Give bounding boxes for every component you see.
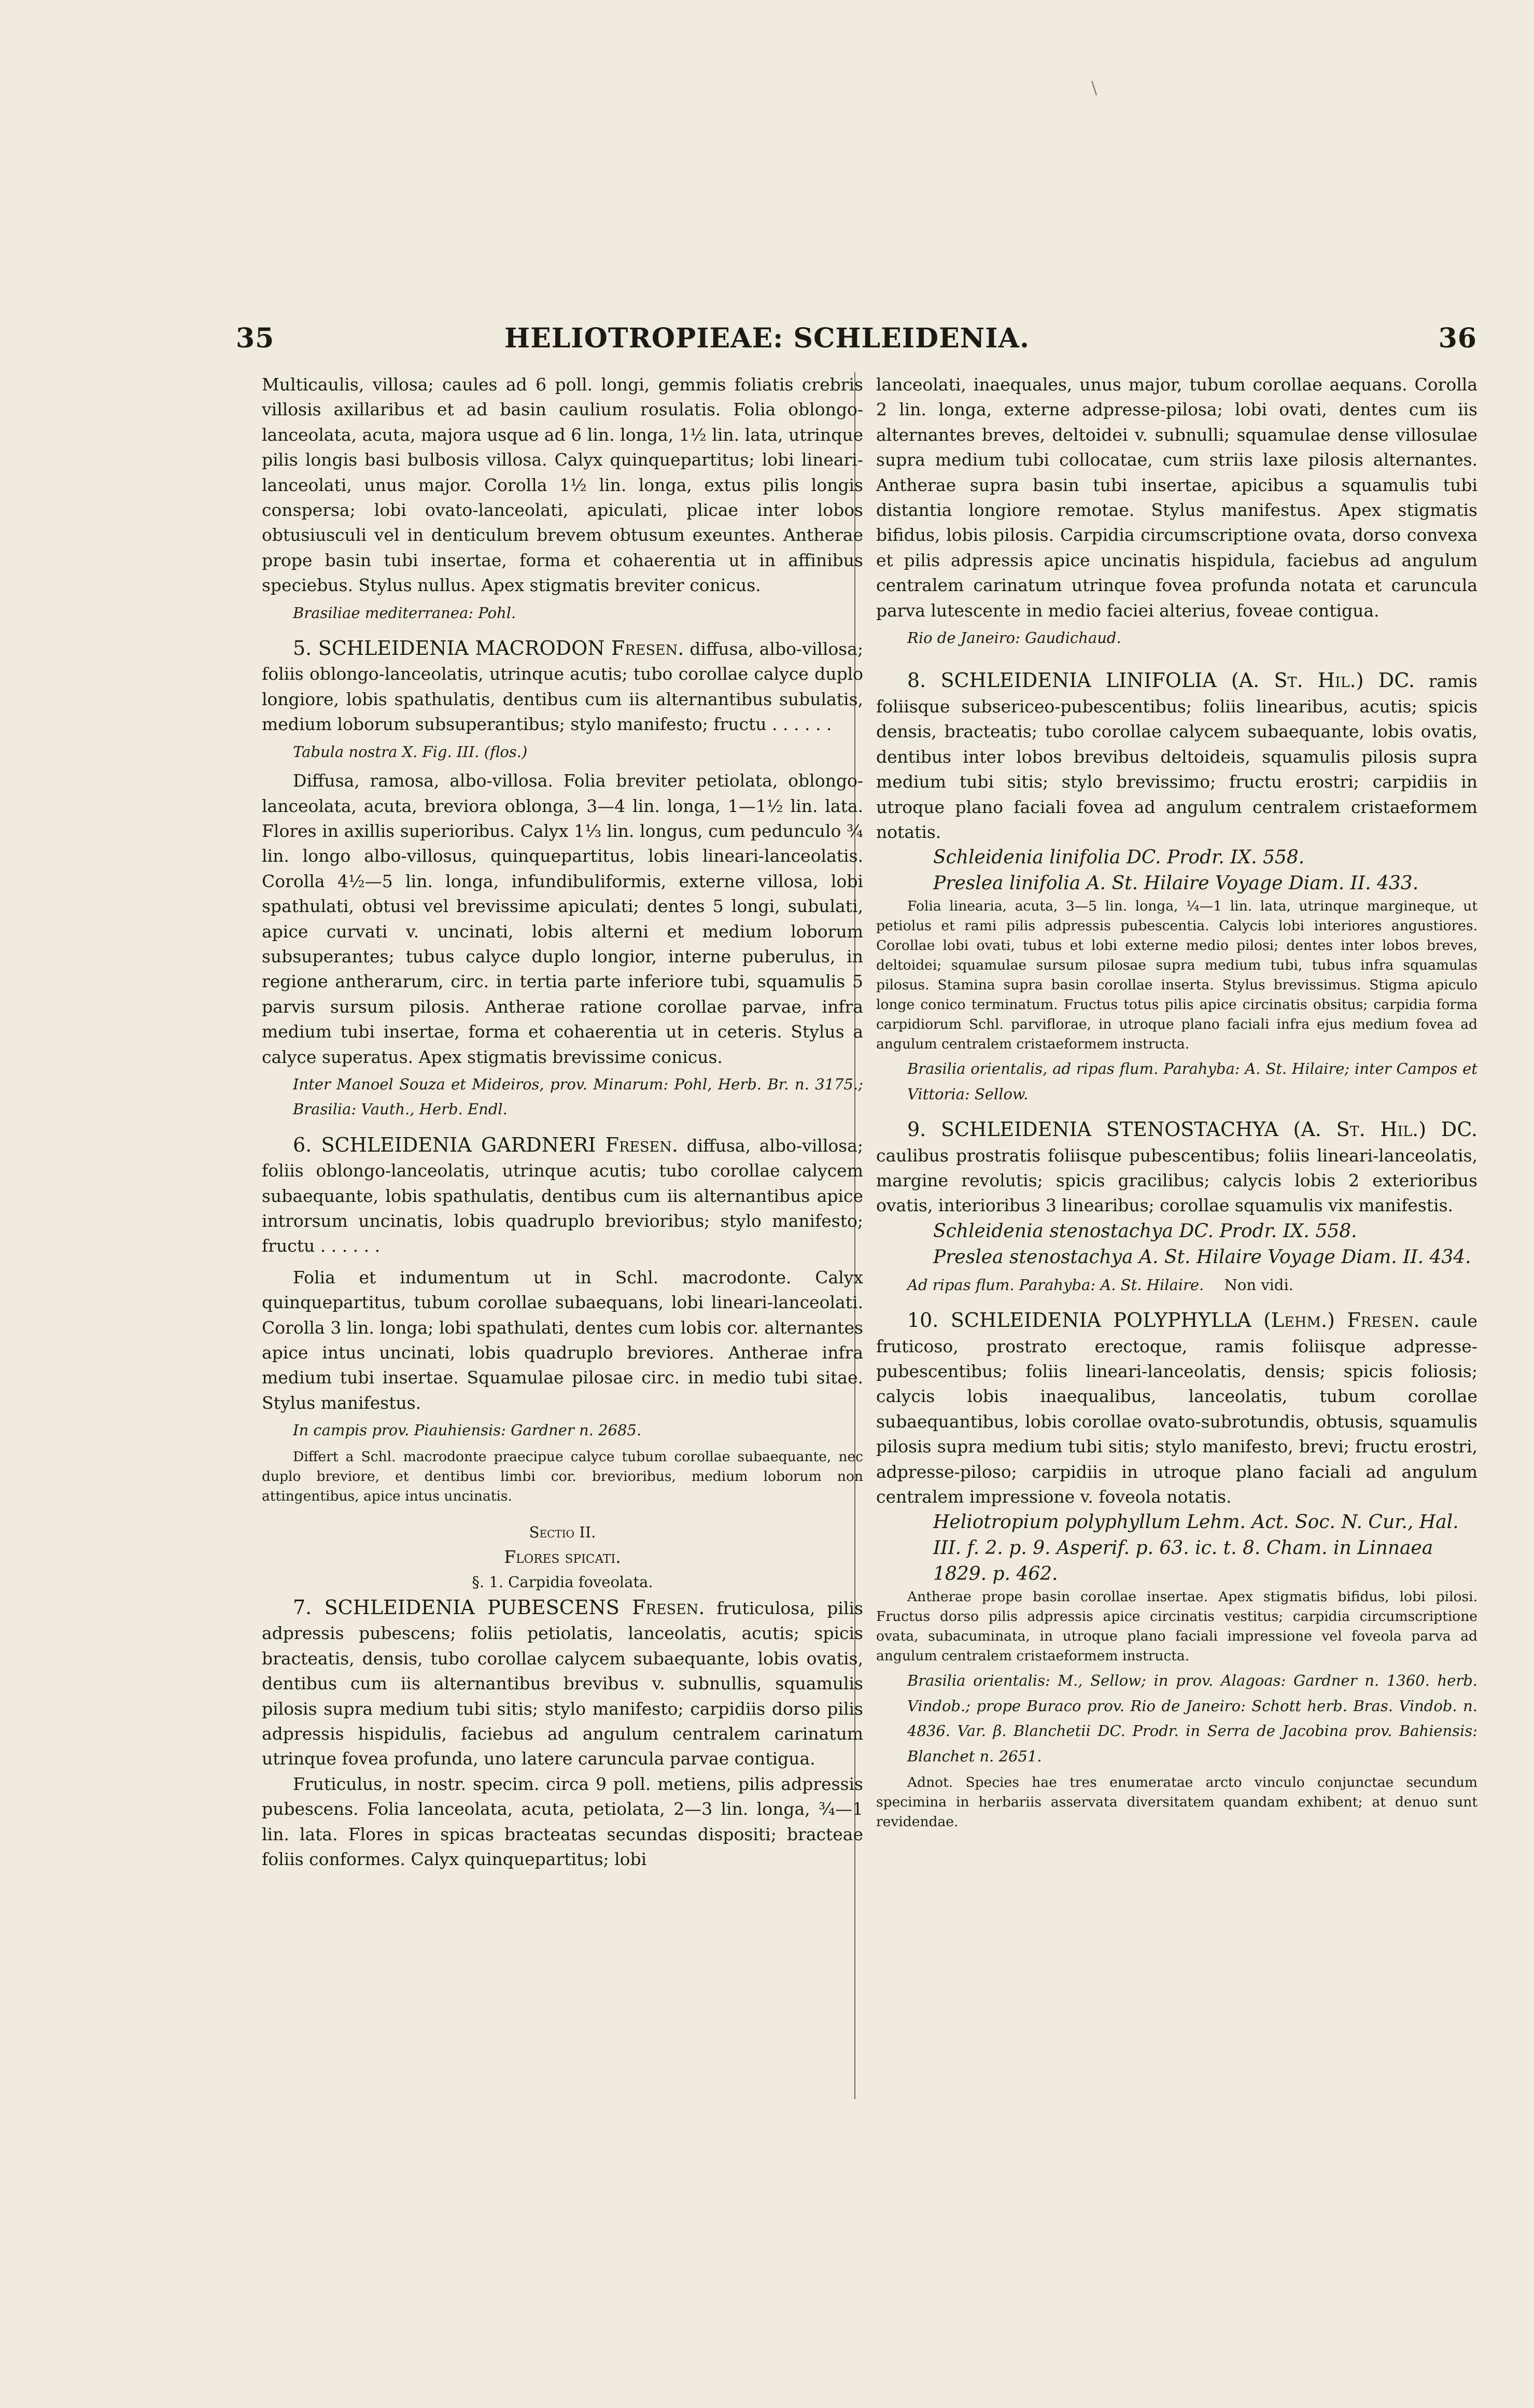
page-number-left: 35 bbox=[236, 323, 275, 354]
species6-description: Folia et indumentum ut in Schl. macrodonte. Calyx quinquepartitus, tubum corollae subaequans, lobi lineari-lanceolati. Corolla 3 lin. longa; lobi spathulati, dentes cum lobis cor. alternantes apice intus uncinati, lobis quadruplo breviores. Antherae infra medium tubi insertae. Squamulae pilosae circ. in medio tubi sitae. Stylus manifestus. bbox=[262, 1267, 863, 1413]
right-column bbox=[876, 372, 1477, 1832]
species10-note: Antherae prope basin corollae insertae. Apex stigmatis bifidus, lobi pilosi. Fructus dorso pilis adpressis apice circinatis vestitus; carpidia circumscriptione ovata, subacuminata, in utroque plano faciali impressione vel foveola parva ad angulum centralem cristaeformem instructa. bbox=[876, 1589, 1477, 1664]
species10-locality: Brasilia orientalis: M., Sellow; in prov. Alagoas: Gardner n. 1360. herb. Vindob.; prope Buraco prov. Rio de Janeiro: Schott herb. Bras. Vindob. n. 4836. Var. β. Blanchetii DC. Prodr. in Serra de Jacobina prov. Bahiensis: Blanchet n. 2651. bbox=[907, 1672, 1477, 1765]
section-heading: Sectio II. bbox=[529, 1523, 596, 1541]
species8-heading: 8. SCHLEIDENIA LINIFOLIA (A. St. Hil.) DC. bbox=[907, 669, 1415, 692]
species10-diagnosis: caule fruticoso, prostrato erectoque, ramis foliisque adpresse-pubescentibus; foliis lineari-lanceolatis, densis; spicis foliosis; calycis lobis inaequalibus, lanceolatis, tubum corollae subaequantibus, lobis corollae ovato-subrotundis, obtusis, squamulis pilosis supra medium tubi sitis; stylo manifesto, brevi; fructu erostri, adpresse-piloso; carpidiis in utroque plano faciali ad angulum centralem impressione v. foveola notatis. bbox=[876, 1311, 1477, 1507]
species7-description: Fruticulus, in nostr. specim. circa 9 poll. metiens, pilis adpressis pubescens. Folia lanceolata, acuta, petiolata, 2—3 lin. longa, ¾—1 lin. lata. Flores in spicas bracteatas secundas dispositi; bracteae foliis conformes. Calyx quinquepartitus; lobi bbox=[262, 1773, 863, 1869]
section-subtitle: Flores spicati. bbox=[504, 1547, 621, 1567]
species7-locality: Rio de Janeiro: Gaudichaud. bbox=[907, 629, 1121, 647]
species5-description: Diffusa, ramosa, albo-villosa. Folia breviter petiolata, oblongo-lanceolata, acuta, breviora oblonga, 3—4 lin. longa, 1—1½ lin. lata. Flores in axillis superioribus. Calyx 1⅓ lin. longus, cum pedunculo ¾ lin. longo albo-villosus, quinquepartitus, lobis lineari-lanceolatis. Corolla 4½—5 lin. longa, infundibuliformis, externe villosa, lobi spathulati, obtusi vel brevissime apiculati; dentes 5 longi, subulati, apice curvati v. uncinati, lobis alterni et medium loborum subsuperantes; tubus calyce duplo longior, interne puberulus, in regione antherarum, circ. in tertia parte inferiore tubi, squamulis 5 parvis sursum pilosis. Antherae ratione corollae parvae, infra medium tubi insertae, forma et cohaerentia ut in ceteris. Stylus a calyce superatus. Apex stigmatis brevissime conicus. bbox=[262, 771, 863, 1067]
species10-heading: 10. SCHLEIDENIA POLYPHYLLA (Lehm.) Fresen. bbox=[907, 1309, 1420, 1332]
species4-description: Multicaulis, villosa; caules ad 6 poll. longi, gemmis foliatis crebris villosis axillaribus et ad basin caulium rosulatis. Folia oblongo-lanceolata, acuta, majora usque ad 6 lin. longa, 1½ lin. lata, utrinque pilis longis basi bulbosis villosa. Calyx quinquepartitus; lobi lineari-lanceolati, unus major. Corolla 1½ lin. longa, extus pilis longis conspersa; lobi ovato-lanceolati, apiculati, plicae inter lobos obtusiusculi vel in denticulum brevem obtusum exeuntes. Antherae prope basin tubi insertae, forma et cohaerentia ut in affinibus speciebus. Stylus nullus. Apex stigmatis breviter conicus. bbox=[262, 374, 863, 596]
species9-locality: Ad ripas flum. Parahyba: A. St. Hilaire. bbox=[907, 1276, 1204, 1294]
subsection-heading: §. 1. Carpidia foveolata. bbox=[472, 1573, 653, 1591]
species7-diagnosis: fruticulosa, pilis adpressis pubescens; foliis petiolatis, lanceolatis, acutis; spicis bracteatis, densis, tubo corollae calycem subaequante, lobis ovatis, dentibus cum iis alternantibus brevibus v. subnullis, squamulis pilosis supra medium tubi sitis; stylo manifesto; carpidiis dorso pilis adpressis hispidulis, faciebus ad angulum centralem carinatum utrinque fovea profunda, uno latere caruncula parvae contigua. bbox=[262, 1598, 863, 1769]
species5-heading: 5. SCHLEIDENIA MACRODON Fresen. bbox=[293, 637, 684, 660]
species9-heading: 9. SCHLEIDENIA STENOSTACHYA (A. St. Hil.) DC. bbox=[907, 1118, 1477, 1141]
species8-diagnosis: ramis foliisque subsericeo-pubescentibus; foliis linearibus, acutis; spicis densis, bracteatis; tubo corollae calycem subaequante, lobis ovatis, dentibus inter lobos brevibus deltoideis, squamulis pilosis supra medium tubi sitis; stylo brevissimo; fructu erostri; carpidiis in utroque plano faciali fovea ad angulum centralem cristaeformem notatis. bbox=[876, 671, 1477, 842]
species4-locality: Brasiliae mediterranea: Pohl. bbox=[293, 604, 516, 622]
species9-synonym1: Schleidenia stenostachya DC. Prodr. IX. 558. bbox=[933, 1220, 1357, 1242]
stray-mark: \ bbox=[1091, 78, 1097, 99]
species7-heading: 7. SCHLEIDENIA PUBESCENS Fresen. bbox=[293, 1595, 705, 1619]
species7-description-cont: lanceolati, inaequales, unus major, tubum corollae aequans. Corolla 2 lin. longa, externe adpresse-pilosa; lobi ovati, dentes cum iis alternantes breves, deltoidei v. subnulli; squamulae dense villosulae supra medium tubi collocatae, cum striis laxe pilosis alternantes. Antherae supra basin tubi insertae, apicibus a squamulis tubi distantia longiore remotae. Stylus manifestus. Apex stigmatis bifidus, lobis pilosis. Carpidia circumscriptione ovata, dorso convexa et pilis adpressis apice uncinatis hispidula, faciebus ad angulum centralem carinatum utrinque fovea profunda notata et caruncula parva lutescente in medio faciei alterius, foveae contigua. bbox=[876, 374, 1477, 621]
species8-note: Folia linearia, acuta, 3—5 lin. longa, ¼—1 lin. lata, utrinque margineque, ut petiolus et rami pilis adpressis pubescentia. Calycis lobi interiores angustiores. Corollae lobi ovati, tubus et lobi externe medio pilosi; dentes inter lobos breves, deltoidei; squamulae sursum pilosae supra medium tubi, tubus infra squamulas pilosus. Stamina supra basin corollae inserta. Stylus brevissimus. Stigma apiculo longe conico terminatum. Fructus totus pilis apice circinatis obsitus; carpidia forma carpidiorum Schl. parviflorae, in utroque plano faciali infra ejus medium fovea ad angulum centralem cristaeformem instructa. bbox=[876, 898, 1477, 1053]
species6-diagnosis: diffusa, albo-villosa; foliis oblongo-lanceolatis, utrinque acutis; tubo corollae calycem subaequante, lobis spathulatis, dentibus cum iis alternantibus apice introrsum uncinatis, lobis quadruplo brevioribus; stylo manifesto; fructu . . . . . . bbox=[262, 1135, 863, 1256]
species6-note: Differt a Schl. macrodonte praecipue calyce tubum corollae subaequante, nec duplo breviore, et dentibus limbi cor. brevioribus, medium loborum non attingentibus, apice intus uncinatis. bbox=[262, 1448, 863, 1504]
species9-diagnosis: caulibus prostratis foliisque pubescentibus; foliis lineari-lanceolatis, margine revolutis; spicis gracilibus; calycis lobis 2 exterioribus ovatis, interioribus 3 linearibus; corollae squamulis vix manifestis. bbox=[876, 1145, 1477, 1216]
species5-diagnosis: diffusa, albo-villosa; foliis oblongo-lanceolatis, utrinque acutis; tubo corollae calyce duplo longiore, lobis spathulatis, dentibus cum iis alternantibus subulatis, medium loborum subsuperantibus; stylo manifesto; fructu . . . . . . bbox=[262, 639, 863, 735]
species5-locality: Inter Manoel Souza et Mideiros, prov. Minarum: Pohl, Herb. Br. n. 3175.; Brasilia: Vauth., Herb. Endl. bbox=[293, 1075, 863, 1118]
species8-locality: Brasilia orientalis, ad ripas flum. Parahyba: A. St. Hilaire; inter Campos et Vittoria: Sellow. bbox=[907, 1060, 1477, 1103]
species6-locality: In campis prov. Piauhiensis: Gardner n. 2685. bbox=[293, 1421, 642, 1439]
species9-non-vidi: Non vidi. bbox=[1224, 1276, 1293, 1294]
species6-heading: 6. SCHLEIDENIA GARDNERI Fresen. bbox=[293, 1133, 678, 1156]
species10-synonym: Heliotropium polyphyllum Lehm. Act. Soc. N. Cur., Hal. III. f. 2. p. 9. Asperif. p. 63. ic. t. 8. Cham. in Linnaea 1829. p. 462. bbox=[933, 1511, 1459, 1585]
page-number-right: 36 bbox=[1438, 323, 1477, 354]
species8-synonym1: Schleidenia linifolia DC. Prodr. IX. 558. bbox=[933, 847, 1305, 869]
species5-plate: Tabula nostra X. Fig. III. (flos.) bbox=[293, 743, 528, 761]
running-head: HELIOTROPIEAE: SCHLEIDENIA. bbox=[504, 323, 1030, 354]
species9-synonym2: Preslea stenostachya A. St. Hilaire Voyage Diam. II. 434. bbox=[933, 1246, 1471, 1268]
adnotatio: Adnot. Species hae tres enumeratae arcto vinculo conjunctae secundum specimina in herbariis asservata diversitatem quandam exhibent; at denuo sunt revidendae. bbox=[876, 1774, 1477, 1830]
species8-synonym2: Preslea linifolia A. St. Hilaire Voyage Diam. II. 433. bbox=[933, 873, 1419, 894]
left-column bbox=[262, 372, 863, 1872]
